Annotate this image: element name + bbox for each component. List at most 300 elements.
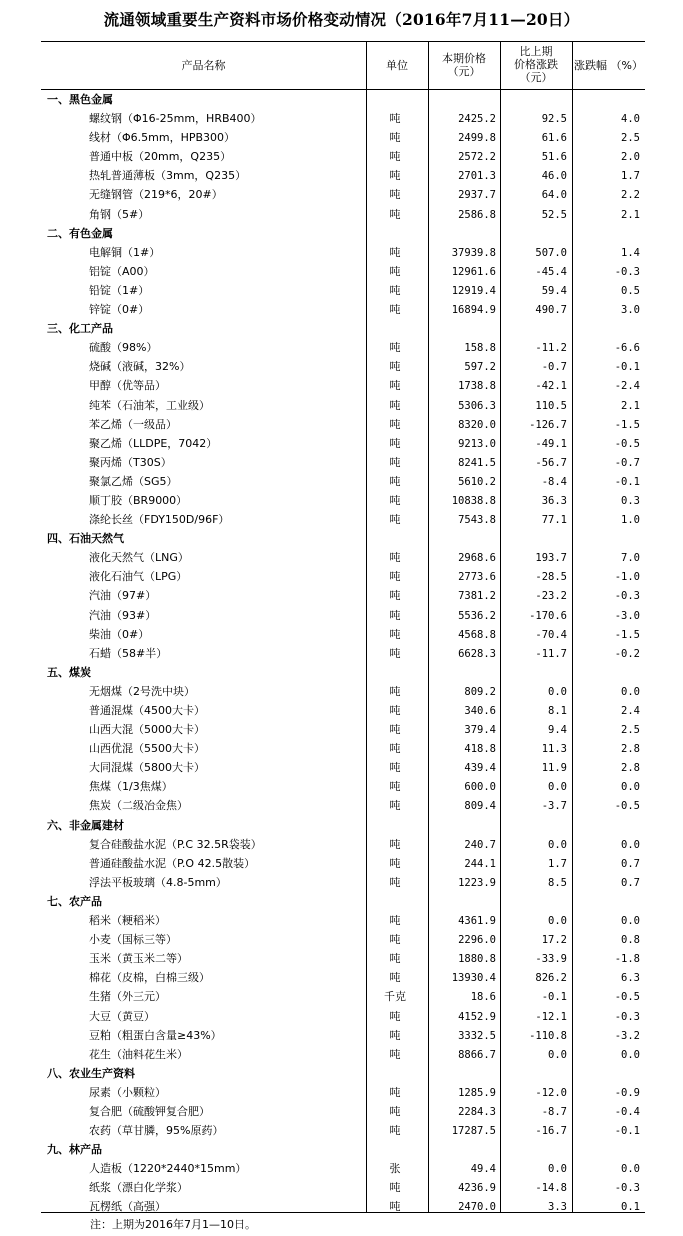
product-name: 玉米（黄玉米二等） [89, 952, 188, 966]
pct-cell: 2.2 [621, 189, 640, 202]
price-cell: 244.1 [464, 857, 496, 870]
product-name: 汽油（97#） [89, 589, 157, 603]
table-row [41, 377, 645, 396]
price-cell: 4568.8 [458, 628, 496, 641]
product-name: 大同混煤（5800大卡） [89, 761, 205, 775]
pct-cell: 4.0 [621, 113, 640, 126]
table-row [41, 797, 645, 816]
product-name: 豆粕（粗蛋白含量≥43%） [89, 1028, 222, 1042]
price-cell: 8320.0 [458, 418, 496, 431]
change-cell: -42.1 [535, 380, 567, 393]
product-name: 纸浆（漂白化学浆） [89, 1181, 188, 1195]
product-name: 无烟煤（2号洗中块） [89, 684, 195, 698]
price-cell: 2284.3 [458, 1105, 496, 1118]
header-change-line2: 价格涨跌 [514, 58, 558, 71]
unit-cell: 吨 [389, 513, 401, 527]
product-name: 普通中板（20mm，Q235） [89, 150, 232, 164]
product-name: 稻米（粳稻米） [89, 914, 166, 928]
unit-cell: 吨 [389, 188, 401, 202]
unit-cell: 吨 [389, 379, 401, 393]
price-cell: 1285.9 [458, 1086, 496, 1099]
table-row [41, 1122, 645, 1141]
unit-cell: 吨 [389, 150, 401, 164]
table-row [41, 836, 645, 855]
unit-cell: 吨 [389, 1028, 401, 1042]
table-row [41, 397, 645, 416]
change-cell: 17.2 [541, 934, 567, 947]
table-row [41, 206, 645, 225]
pct-cell: -0.5 [614, 800, 640, 813]
pct-cell: -0.3 [614, 1010, 640, 1023]
pct-cell: -0.1 [614, 475, 640, 488]
change-cell: 0.0 [548, 781, 567, 794]
table-row [41, 912, 645, 931]
table-row [41, 301, 645, 320]
unit-cell: 吨 [389, 436, 401, 450]
product-name: 浮法平板玻璃（4.8-5mm） [89, 875, 227, 889]
price-cell: 2572.2 [458, 151, 496, 164]
pct-cell: 0.0 [621, 1163, 640, 1176]
unit-cell: 吨 [389, 551, 401, 565]
pct-cell: -1.0 [614, 571, 640, 584]
unit-cell: 吨 [389, 570, 401, 584]
table-row [41, 1046, 645, 1065]
table-row [41, 167, 645, 186]
table-row [41, 454, 645, 473]
change-cell: -49.1 [535, 437, 567, 450]
product-name: 硫酸（98%） [89, 341, 158, 355]
price-cell: 439.4 [464, 762, 496, 775]
table-row [41, 358, 645, 377]
change-cell: 36.3 [541, 494, 567, 507]
table-row [41, 1008, 645, 1027]
unit-cell: 吨 [389, 417, 401, 431]
table-row [41, 263, 645, 282]
product-name: 锌锭（0#） [89, 303, 150, 317]
unit-cell: 吨 [389, 971, 401, 985]
pct-cell: 2.0 [621, 151, 640, 164]
pct-cell: -0.1 [614, 361, 640, 374]
price-cell: 6628.3 [458, 647, 496, 660]
product-name: 电解铜（1#） [89, 245, 161, 259]
product-name: 线材（Φ6.5mm，HPB300） [89, 131, 236, 145]
product-name: 顺丁胶（BR9000） [89, 493, 188, 507]
product-name: 生猪（外三元） [89, 990, 166, 1004]
section-title: 四、石油天然气 [47, 532, 124, 546]
unit-cell: 吨 [389, 169, 401, 183]
unit-cell: 吨 [389, 799, 401, 813]
table-row [41, 626, 645, 645]
unit-cell: 吨 [389, 1181, 401, 1195]
price-cell: 2499.8 [458, 132, 496, 145]
product-name: 无缝钢管（219*6，20#） [89, 188, 223, 202]
change-cell: -3.7 [541, 800, 567, 813]
product-name: 液化天然气（LNG） [89, 551, 189, 565]
change-cell: -14.8 [535, 1182, 567, 1195]
unit-cell: 吨 [389, 283, 401, 297]
change-cell: 0.0 [548, 838, 567, 851]
pct-cell: 1.4 [621, 246, 640, 259]
product-name: 小麦（国标三等） [89, 933, 177, 947]
table-row [41, 1160, 645, 1179]
header-change-line1: 比上期 [519, 45, 553, 58]
price-cell: 809.2 [464, 685, 496, 698]
change-cell: -110.8 [529, 1029, 567, 1042]
change-cell: 9.4 [548, 724, 567, 737]
price-cell: 2470.0 [458, 1201, 496, 1214]
product-name: 普通硅酸盐水泥（P.O 42.5散装） [89, 856, 256, 870]
pct-cell: 7.0 [621, 552, 640, 565]
product-name: 石蜡（58#半） [89, 646, 168, 660]
pct-cell: -1.8 [614, 953, 640, 966]
page-title: 流通领域重要生产资料市场价格变动情况（2016年7月11—20日） [103, 10, 580, 29]
price-cell: 5306.3 [458, 399, 496, 412]
product-name: 普通混煤（4500大卡） [89, 704, 205, 717]
table-row [41, 702, 645, 721]
change-cell: 59.4 [541, 284, 567, 297]
product-name: 山西大混（5000大卡） [89, 723, 205, 737]
price-cell: 4152.9 [458, 1010, 496, 1023]
change-cell: 1.7 [548, 857, 567, 870]
change-cell: 0.0 [548, 685, 567, 698]
header-unit: 单位 [386, 59, 408, 72]
unit-cell: 吨 [389, 837, 401, 851]
unit-cell: 吨 [389, 761, 401, 775]
price-cell: 2425.2 [458, 113, 496, 126]
price-cell: 2586.8 [458, 208, 496, 221]
pct-cell: -0.5 [614, 991, 640, 1004]
table-row [41, 244, 645, 263]
change-cell: 92.5 [541, 113, 567, 126]
pct-cell: 2.5 [621, 132, 640, 145]
table-row [41, 492, 645, 511]
change-cell: 507.0 [535, 246, 567, 259]
unit-cell: 吨 [389, 245, 401, 259]
pct-cell: 1.0 [621, 514, 640, 527]
section-title: 三、化工产品 [47, 322, 113, 336]
pct-cell: -3.0 [614, 609, 640, 622]
price-cell: 8241.5 [458, 456, 496, 469]
table-row [41, 855, 645, 874]
section-title: 九、林产品 [47, 1143, 102, 1157]
pct-cell: -0.4 [614, 1105, 640, 1118]
product-name: 瓦楞纸（高强） [89, 1200, 166, 1214]
change-cell: -12.0 [535, 1086, 567, 1099]
price-cell: 2968.6 [458, 552, 496, 565]
price-cell: 3332.5 [458, 1029, 496, 1042]
price-cell: 12919.4 [451, 284, 496, 297]
price-cell: 5536.2 [458, 609, 496, 622]
table-row [41, 549, 645, 568]
product-name: 铝锭（A00） [89, 264, 155, 278]
table-row [41, 1027, 645, 1046]
change-cell: 61.6 [541, 132, 567, 145]
change-cell: -8.7 [541, 1105, 567, 1118]
pct-cell: -0.7 [614, 456, 640, 469]
change-cell: 77.1 [541, 514, 567, 527]
unit-cell: 吨 [389, 952, 401, 966]
header-price [428, 52, 500, 78]
pct-cell: -0.1 [614, 1125, 640, 1138]
section-title: 八、农业生产资料 [47, 1066, 135, 1080]
unit-cell: 吨 [389, 646, 401, 660]
change-cell: 52.5 [541, 208, 567, 221]
pct-cell: 0.1 [621, 1201, 640, 1214]
pct-cell: 2.4 [621, 705, 640, 717]
unit-cell: 吨 [389, 704, 401, 717]
section-title: 一、黑色金属 [47, 93, 113, 106]
pct-cell: -0.5 [614, 437, 640, 450]
pct-cell: 2.1 [621, 399, 640, 412]
pct-cell: -0.3 [614, 1182, 640, 1195]
unit-cell: 吨 [389, 742, 401, 756]
change-cell: -11.7 [535, 647, 567, 660]
unit-cell: 吨 [389, 723, 401, 737]
pct-cell: 0.0 [621, 781, 640, 794]
unit-cell: 吨 [389, 112, 401, 126]
product-name: 纯苯（石油苯，工业级） [89, 398, 210, 412]
table-row [41, 740, 645, 759]
change-cell: 8.1 [548, 705, 567, 717]
price-cell: 7381.2 [458, 590, 496, 603]
change-cell: -28.5 [535, 571, 567, 584]
table-row [41, 511, 645, 530]
price-cell: 240.7 [464, 838, 496, 851]
product-name: 热轧普通薄板（3mm，Q235） [89, 169, 247, 183]
table-row [41, 1103, 645, 1122]
unit-cell: 吨 [389, 207, 401, 221]
pct-cell: 0.0 [621, 838, 640, 851]
table-row [41, 568, 645, 587]
pct-cell: 0.8 [621, 934, 640, 947]
change-cell: 0.0 [548, 1048, 567, 1061]
header-pct: 涨跌幅 （%） [574, 59, 643, 72]
product-name: 复合肥（硫酸钾复合肥） [89, 1104, 210, 1118]
change-cell: -70.4 [535, 628, 567, 641]
price-cell: 1738.8 [458, 380, 496, 393]
change-cell: -0.1 [541, 991, 567, 1004]
unit-cell: 吨 [389, 1200, 401, 1214]
unit-cell: 吨 [389, 684, 401, 698]
price-cell: 809.4 [464, 800, 496, 813]
header-price-line1: 本期价格 [442, 52, 486, 65]
product-name: 大豆（黄豆） [89, 1009, 155, 1023]
table-row [41, 607, 645, 626]
product-name: 角钢（5#） [89, 207, 150, 221]
price-cell: 4236.9 [458, 1182, 496, 1195]
price-cell: 1880.8 [458, 953, 496, 966]
unit-cell: 吨 [389, 1085, 401, 1099]
change-cell: -11.2 [535, 342, 567, 355]
table-top-rule [41, 41, 645, 42]
unit-cell: 吨 [389, 933, 401, 947]
change-cell: 46.0 [541, 170, 567, 183]
change-cell: -16.7 [535, 1125, 567, 1138]
section-row [41, 817, 645, 836]
unit-cell: 吨 [389, 264, 401, 278]
pct-cell: 0.0 [621, 1048, 640, 1061]
change-cell: 64.0 [541, 189, 567, 202]
table-row [41, 110, 645, 129]
pct-cell: 1.7 [621, 170, 640, 183]
price-cell: 600.0 [464, 781, 496, 794]
product-name: 汽油（93#） [89, 608, 157, 622]
product-name: 铅锭（1#） [89, 283, 150, 297]
table-row [41, 435, 645, 454]
price-cell: 16894.9 [451, 304, 496, 317]
product-name: 棉花（皮棉，白棉三级） [89, 971, 210, 985]
section-title: 七、农产品 [47, 894, 102, 908]
product-name: 聚乙烯（LLDPE，7042） [89, 436, 218, 450]
table-row [41, 721, 645, 740]
section-row [41, 1065, 645, 1084]
price-cell: 1223.9 [458, 876, 496, 889]
pct-cell: 3.0 [621, 304, 640, 317]
change-cell: -8.4 [541, 475, 567, 488]
pct-cell: 0.7 [621, 857, 640, 870]
product-name: 复合硅酸盐水泥（P.C 32.5R袋装） [89, 837, 262, 851]
pct-cell: 2.5 [621, 724, 640, 737]
product-name: 烧碱（液碱，32%） [89, 360, 191, 374]
pct-cell: -1.5 [614, 628, 640, 641]
product-name: 甲醇（优等品） [89, 379, 166, 393]
product-name: 焦煤（1/3焦煤） [89, 780, 173, 794]
price-cell: 8866.7 [458, 1048, 496, 1061]
unit-cell: 吨 [389, 131, 401, 145]
price-cell: 2701.3 [458, 170, 496, 183]
price-cell: 37939.8 [451, 246, 496, 259]
unit-cell: 吨 [389, 360, 401, 374]
price-cell: 7543.8 [458, 514, 496, 527]
pct-cell: -0.2 [614, 647, 640, 660]
price-cell: 10838.8 [451, 494, 496, 507]
table-row [41, 1084, 645, 1103]
unit-cell: 吨 [389, 303, 401, 317]
pct-cell: 2.8 [621, 762, 640, 775]
table-row [41, 759, 645, 778]
table-row [41, 645, 645, 664]
table-row [41, 473, 645, 492]
product-name: 焦炭（二级冶金焦） [89, 799, 188, 813]
header-product: 产品名称 [181, 59, 226, 72]
unit-cell: 吨 [389, 341, 401, 355]
unit-cell: 张 [389, 1162, 401, 1176]
unit-cell: 吨 [389, 1009, 401, 1023]
price-cell: 340.6 [464, 705, 496, 717]
change-cell: -12.1 [535, 1010, 567, 1023]
price-cell: 418.8 [464, 743, 496, 756]
product-name: 聚氯乙烯（SG5） [89, 474, 178, 488]
product-name: 人造板（1220*2440*15mm） [89, 1162, 247, 1176]
price-cell: 12961.6 [451, 265, 496, 278]
price-cell: 13930.4 [451, 972, 496, 985]
unit-cell: 吨 [389, 1047, 401, 1061]
table-row [41, 931, 645, 950]
pct-cell: 2.8 [621, 743, 640, 756]
change-cell: 193.7 [535, 552, 567, 565]
change-cell: -33.9 [535, 953, 567, 966]
table-row [41, 969, 645, 988]
table-row [41, 1198, 645, 1217]
pct-cell: 0.0 [621, 915, 640, 928]
unit-cell: 吨 [389, 493, 401, 507]
section-title: 二、有色金属 [47, 226, 113, 240]
section-row [41, 91, 645, 110]
table-row [41, 874, 645, 893]
product-name: 尿素（小颗粒） [89, 1085, 166, 1099]
unit-cell: 吨 [389, 780, 401, 794]
change-cell: -45.4 [535, 265, 567, 278]
pct-cell: -1.5 [614, 418, 640, 431]
product-name: 柴油（0#） [89, 627, 150, 641]
section-row [41, 1141, 645, 1160]
price-cell: 2296.0 [458, 934, 496, 947]
unit-cell: 吨 [389, 1124, 401, 1138]
price-cell: 158.8 [464, 342, 496, 355]
product-name: 苯乙烯（一级品） [89, 417, 177, 431]
price-cell: 379.4 [464, 724, 496, 737]
change-cell: -23.2 [535, 590, 567, 603]
unit-cell: 吨 [389, 608, 401, 622]
pct-cell: -3.2 [614, 1029, 640, 1042]
price-cell: 4361.9 [458, 915, 496, 928]
header-change [500, 45, 572, 84]
price-cell: 49.4 [470, 1163, 496, 1176]
change-cell: 110.5 [535, 399, 567, 412]
product-name: 农药（草甘膦，95%原药） [89, 1124, 224, 1138]
pct-cell: -0.3 [614, 590, 640, 603]
price-cell: 5610.2 [458, 475, 496, 488]
product-name: 聚丙烯（T30S） [89, 455, 172, 469]
pct-cell: 2.1 [621, 208, 640, 221]
product-name: 螺纹钢（Φ16-25mm，HRB400） [89, 112, 262, 126]
price-cell: 2773.6 [458, 571, 496, 584]
unit-cell: 吨 [389, 914, 401, 928]
price-cell: 597.2 [464, 361, 496, 374]
price-cell: 17287.5 [451, 1125, 496, 1138]
change-cell: 490.7 [535, 304, 567, 317]
change-cell: -0.7 [541, 361, 567, 374]
pct-cell: 6.3 [621, 972, 640, 985]
unit-cell: 吨 [389, 627, 401, 641]
section-row [41, 320, 645, 339]
pct-cell: 0.7 [621, 876, 640, 889]
change-cell: 0.0 [548, 1163, 567, 1176]
price-cell: 9213.0 [458, 437, 496, 450]
change-cell: 8.5 [548, 876, 567, 889]
table-row [41, 129, 645, 148]
unit-cell: 吨 [389, 875, 401, 889]
unit-cell: 吨 [389, 856, 401, 870]
table-header-rule [41, 89, 645, 90]
pct-cell: -6.6 [614, 342, 640, 355]
change-cell: 11.9 [541, 762, 567, 775]
pct-cell: 0.5 [621, 284, 640, 297]
pct-cell: -0.3 [614, 265, 640, 278]
unit-cell: 吨 [389, 398, 401, 412]
table-row [41, 186, 645, 205]
price-cell: 2937.7 [458, 189, 496, 202]
section-row [41, 225, 645, 244]
table-row [41, 148, 645, 167]
section-row [41, 530, 645, 549]
price-cell: 18.6 [470, 991, 496, 1004]
product-name: 花生（油料花生米） [89, 1047, 188, 1061]
pct-cell: -2.4 [614, 380, 640, 393]
section-title: 六、非金属建材 [47, 818, 124, 832]
pct-cell: 0.3 [621, 494, 640, 507]
table-row [41, 282, 645, 301]
